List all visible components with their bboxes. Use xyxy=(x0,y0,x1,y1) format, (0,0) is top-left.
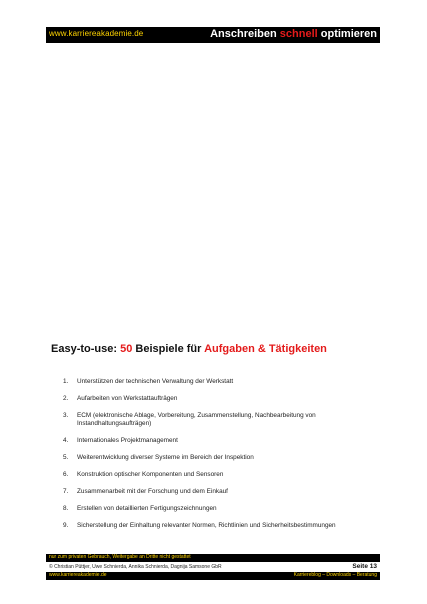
item-number: 5. xyxy=(63,454,69,461)
item-number: 9. xyxy=(63,522,69,529)
list-item xyxy=(63,395,383,403)
footer-tagline: Karriereblog – Downloads – Beratung xyxy=(293,572,377,578)
list-item xyxy=(63,488,383,496)
page-number: Seite 13 xyxy=(352,563,377,570)
footer-info-row xyxy=(46,563,380,572)
list-item xyxy=(63,454,383,462)
header-bar xyxy=(46,27,380,43)
list-item xyxy=(63,412,383,428)
item-number: 7. xyxy=(63,488,69,495)
footer-url-link[interactable]: www.karriereakademie.de xyxy=(49,572,107,578)
item-text: Erstellen von detaillierten Fertigungszeichnungen xyxy=(77,505,217,512)
footer-notice-bar xyxy=(46,554,380,562)
heading-highlight: Aufgaben & Tätigkeiten xyxy=(204,343,327,355)
list-item xyxy=(63,437,383,445)
header-title-part2: optimieren xyxy=(317,28,377,40)
item-text: Sicherstellung der Einhaltung relevanter Normen, Richtlinien und Sicherheitsbestimmungen xyxy=(77,522,336,529)
heading-middle: Beispiele für xyxy=(132,343,205,355)
list-item xyxy=(63,378,383,386)
header-title xyxy=(210,28,377,40)
section-heading xyxy=(51,343,327,355)
header-title-accent: schnell xyxy=(279,28,318,40)
item-text: Zusammenarbeit mit der Forschung und dem Einkauf xyxy=(77,488,228,495)
footer-bar xyxy=(46,572,380,580)
list-item xyxy=(63,471,383,479)
item-number: 1. xyxy=(63,378,69,385)
item-number: 8. xyxy=(63,505,69,512)
item-number: 4. xyxy=(63,437,69,444)
item-text: Weiterentwicklung diverser Systeme im Bereich der Inspektion xyxy=(77,454,254,461)
item-text: Aufarbeiten von Werkstattaufträgen xyxy=(77,395,178,402)
item-text: Konstruktion optischer Komponenten und Sensoren xyxy=(77,471,224,478)
task-list xyxy=(63,378,383,539)
item-number: 6. xyxy=(63,471,69,478)
list-item xyxy=(63,522,383,530)
header-url: www.karriereakademie.de xyxy=(49,29,144,38)
list-item xyxy=(63,505,383,513)
item-text: Unterstützen der technischen Verwaltung der Werkstatt xyxy=(77,378,234,385)
footer-copyright: © Christian Püttjer, Uwe Schnierda, Annika Schnierda, Dagnija Samsone GbR xyxy=(49,564,222,570)
heading-number: 50 xyxy=(120,343,133,355)
item-number: 2. xyxy=(63,395,69,402)
item-text: Internationales Projektmanagement xyxy=(77,437,178,444)
footer-notice: nur zum privaten Gebrauch, Weitergabe an Dritte nicht gestattet xyxy=(49,554,191,560)
item-number: 3. xyxy=(63,412,69,419)
item-text: ECM (elektronische Ablage, Vorbereitung, Zusammenstellung, Nachbearbeitung von Instandhaltungsaufträgen) xyxy=(77,412,316,427)
header-title-part1: Anschreiben xyxy=(210,28,280,40)
heading-prefix: Easy-to-use: xyxy=(51,343,121,355)
